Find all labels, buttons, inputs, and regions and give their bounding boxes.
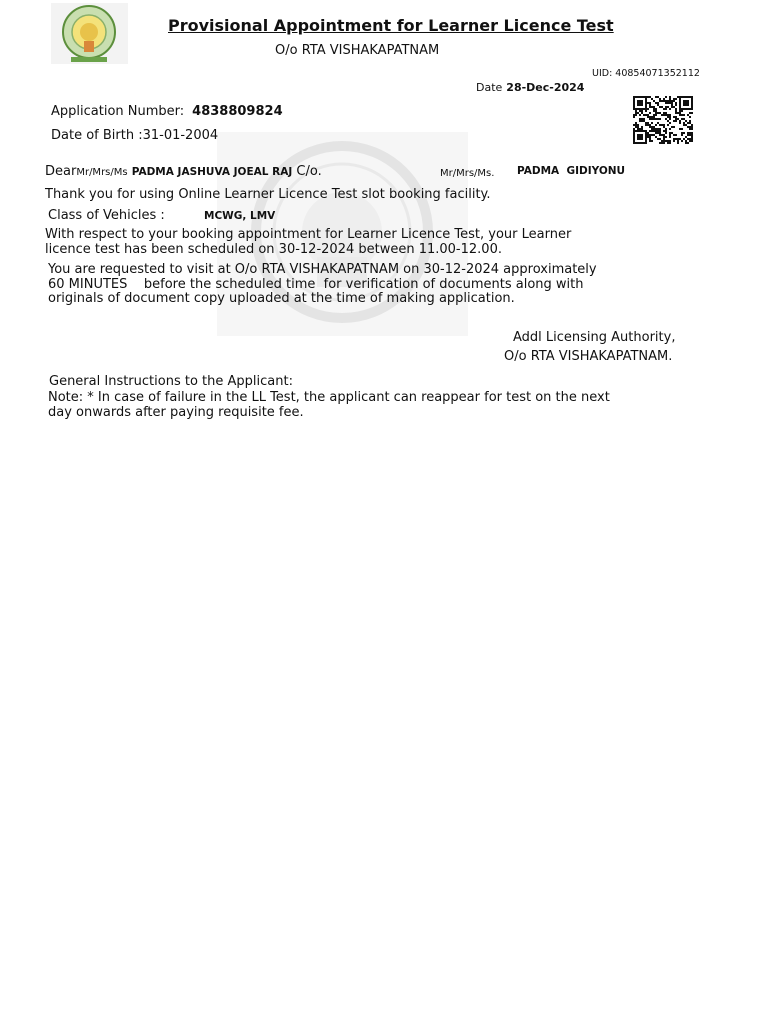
date-value: 28-Dec-2024 — [506, 81, 585, 94]
date-of-birth: Date of Birth :31-01-2004 — [51, 128, 219, 143]
authority-office: O/o RTA VISHAKAPATNAM. — [504, 349, 673, 364]
date-label: Date — [476, 81, 503, 94]
schedule-paragraph: With respect to your booking appointment for Learner Licence Test, your Learner licence test has been scheduled on 30-12-2024 between 11.00-12.00. — [45, 227, 572, 257]
salutation-text: Mr/Mrs/Ms — [76, 167, 128, 178]
instructions-note: Note: * In case of failure in the LL Test, the applicant can reappear for test on the next day onwards after paying requisite fee. — [48, 390, 610, 420]
authority-title: Addl Licensing Authority, — [513, 330, 676, 345]
vehicle-class-value: MCWG, LMV — [204, 210, 276, 222]
care-of-name: PADMA GIDIYONU — [517, 165, 626, 177]
greeting-line — [45, 164, 322, 179]
application-number-label: Application Number: — [51, 104, 185, 119]
applicant-name: PADMA JASHUVA JOEAL RAJ — [131, 166, 293, 178]
application-number-line — [51, 104, 283, 119]
qr-code-icon — [633, 96, 693, 144]
instructions-heading: General Instructions to the Applicant: — [49, 374, 293, 389]
office-name: O/o RTA VISHAKAPATNAM — [275, 43, 440, 58]
government-emblem-logo-icon — [51, 3, 128, 64]
page-title: Provisional Appointment for Learner Licence Test — [168, 16, 614, 35]
application-number-value: 4838809824 — [192, 104, 283, 119]
visit-paragraph: You are requested to visit at O/o RTA VISHAKAPATNAM on 30-12-2024 approximately 60 MINUTES before the scheduled time for verification of documents along with originals of document copy uploaded at the time of making application. — [48, 262, 597, 306]
care-of-text: C/o. — [296, 164, 322, 179]
uid-text: UID: 40854071352112 — [592, 68, 700, 79]
dear-text: Dear — [45, 164, 77, 179]
thank-you-text: Thank you for using Online Learner Licence Test slot booking facility. — [45, 187, 491, 202]
date-line — [476, 81, 584, 94]
care-of-salutation: Mr/Mrs/Ms. — [440, 168, 495, 179]
vehicle-class-label: Class of Vehicles : — [48, 208, 165, 223]
